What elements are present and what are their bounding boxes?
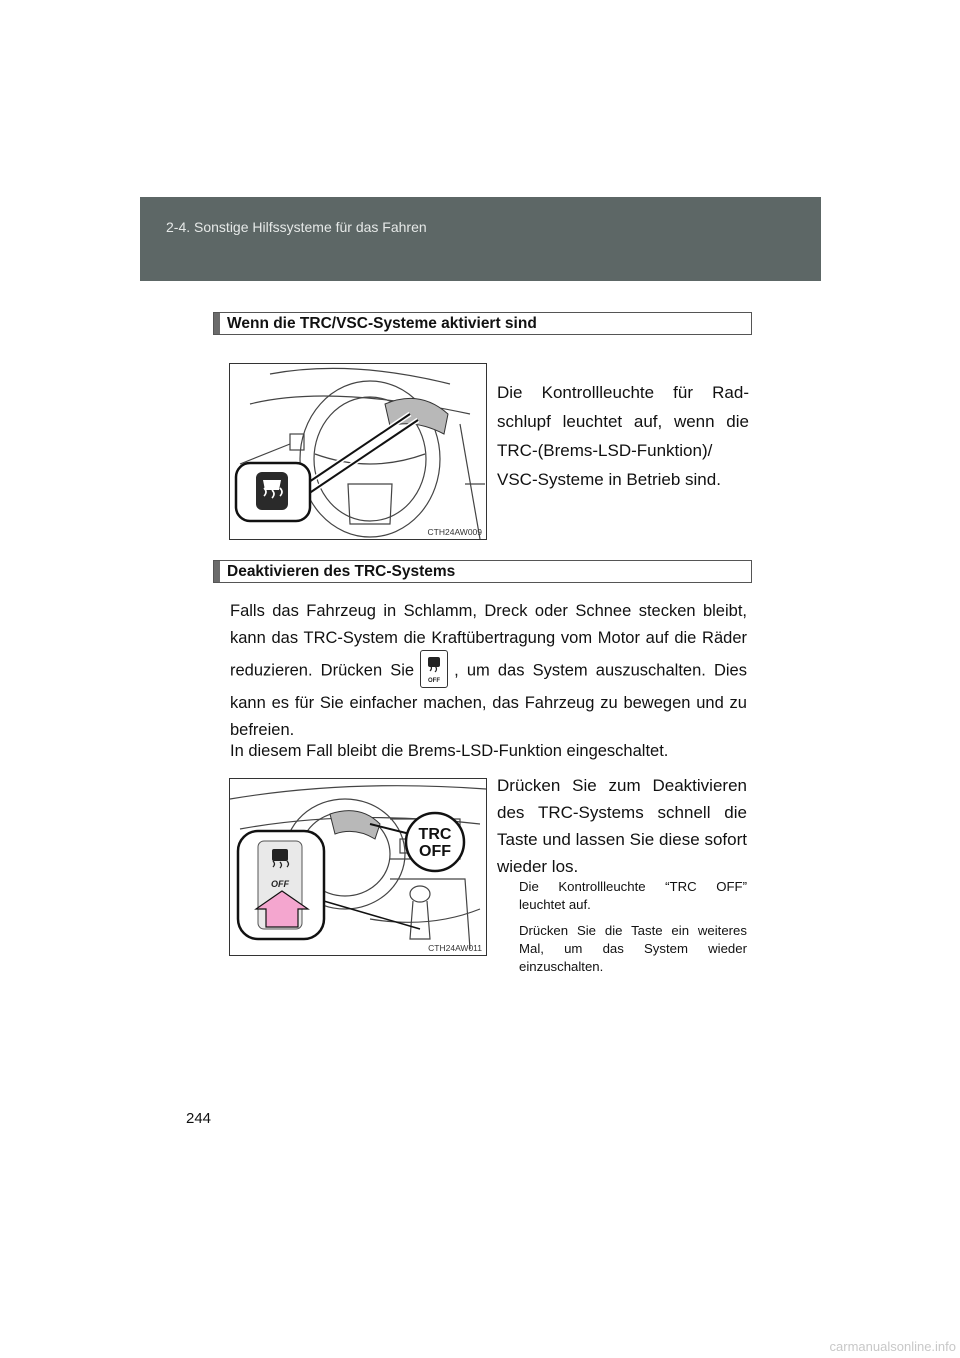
skid-icon bbox=[272, 849, 288, 861]
button-off-label: OFF bbox=[428, 678, 441, 684]
heading-marker bbox=[214, 313, 220, 334]
page-number: 244 bbox=[186, 1110, 212, 1127]
heading-marker bbox=[214, 561, 220, 582]
callout-off-text: OFF bbox=[419, 843, 451, 860]
disable-trc-paragraph bbox=[230, 598, 747, 744]
note-indicator-on: Die Kontrollleuchte “TRC OFF” leuchtet auf. bbox=[519, 879, 747, 912]
trc-off-button-icon bbox=[420, 650, 448, 688]
section-heading-text: Deaktivieren des TRC-Systems bbox=[227, 563, 456, 580]
watermark: carmanualsonline.info bbox=[829, 1339, 956, 1354]
trc-vsc-description: Die Kontrollleuchte für Radschlupf leuchtet auf, wenn die TRC-(Brems-LSD-Funktion)/ VSC-Systeme in Betrieb sind. bbox=[497, 383, 749, 489]
console-drawing bbox=[230, 779, 486, 955]
section-heading-text: Wenn die TRC/VSC-Systeme aktiviert sind bbox=[227, 315, 537, 332]
chapter-header bbox=[140, 197, 821, 281]
chapter-title: 2-4. Sonstige Hilfssysteme für das Fahren bbox=[166, 219, 427, 235]
callout-trc-text: TRC bbox=[418, 826, 452, 843]
figure-code: CTH24AW011 bbox=[428, 943, 482, 953]
paragraph-part-a: Falls das Fahrzeug in Schlamm, Dreck oder Schnee stecken bleibt, kann das TRC-System die Kraftübertragung vom Motor auf die Räder reduzieren. Drücken Sie bbox=[230, 602, 747, 680]
section-heading-disable-trc bbox=[213, 560, 752, 583]
dashboard-drawing bbox=[230, 364, 486, 539]
console-illustration bbox=[229, 778, 487, 956]
brake-lsd-note: In diesem Fall bleibt die Brems-LSD-Funktion eingeschaltet. bbox=[230, 742, 669, 760]
button-off-label: OFF bbox=[271, 879, 289, 889]
section-heading-trc-vsc-active bbox=[213, 312, 752, 335]
figure-code: CTH24AW009 bbox=[427, 527, 482, 537]
dashboard-illustration bbox=[229, 363, 487, 540]
note-reactivate: Drücken Sie die Taste ein weiteres Mal, um das System wieder einzuschalten. bbox=[519, 923, 747, 974]
deactivate-instruction: Drücken Sie zum Deaktivieren des TRC-Systems schnell die Taste und lassen Sie diese sofort wieder los. bbox=[497, 776, 747, 876]
paragraph-part-b: , um das System auszuschalten. Dies kann es für Sie einfacher machen, das Fahrzeug zu bewegen und zu befreien. bbox=[230, 661, 747, 739]
